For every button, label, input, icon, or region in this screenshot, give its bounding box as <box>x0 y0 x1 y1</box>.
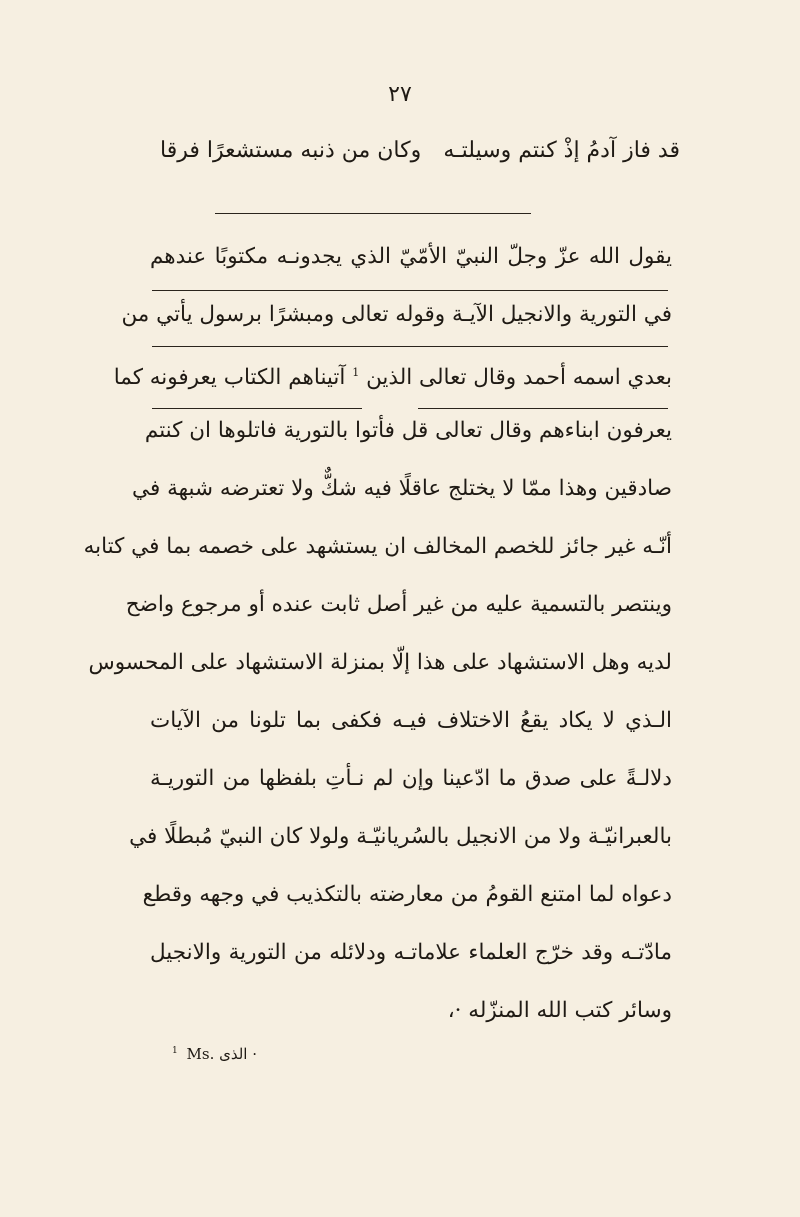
body-line: دعواه لما امتنع القومُ من معارضته بالتكذيب في وجهه وقطع <box>142 882 672 907</box>
body-line: يقول الله عزّ وجلّ النبيّ الأمّيّ الذي يجدونـه مكتوبًا عندهم <box>150 244 672 269</box>
body-line: الـذي لا يكاد يقعُ الاختلاف فيـه فكفى بما تلونا من الآيات <box>150 708 672 733</box>
body-line: دلالـةً على صدق ما ادّعينا وإن لم نـأتِ بلفظها من التوريـة <box>150 766 672 791</box>
body-line: يعرفون ابناءهم وقال تعالى قل فأتوا بالتورية فاتلوها ان كنتم <box>144 418 672 443</box>
section-rule <box>215 213 531 214</box>
footnote-abbrev: Ms. <box>186 1045 215 1063</box>
body-line: أنّـه غير جائز للخصم المخالف ان يستشهد على خصمه بما في كتابه <box>83 534 672 559</box>
footnote-reading: الذى · <box>219 1045 258 1063</box>
body-line-with-note <box>113 344 672 402</box>
verse-right-hemistich: قد فاز آدمُ إذْ كنتم وسيلتـه <box>443 138 680 163</box>
verse-left-hemistich: وكان من ذنبه مستشعرًا فرقا <box>160 138 422 163</box>
body-line-tail: آتيناهم الكتاب يعرفونه كما <box>113 365 346 391</box>
footnote-number: 1 <box>172 1046 178 1056</box>
verse-line <box>160 138 680 163</box>
page-number: ٢٧ <box>388 82 412 107</box>
body-line: وينتصر بالتسمية عليه من غير أصل ثابت عنده أو مرجوع واضح <box>125 592 672 617</box>
body-text <box>83 228 672 1040</box>
body-line-head: بعدي اسمه أحمد وقال تعالى الذين <box>366 365 672 391</box>
footnote-marker: 1 <box>352 366 360 379</box>
footnote <box>172 1045 257 1063</box>
body-line: مادّتـه وقد خرّج العلماء علاماتـه ودلائله من التورية والانجيل <box>150 940 672 965</box>
body-line: صادقين وهذا ممّا لا يختلج عاقلًا فيه شكٌّ ولا تعترضه شبهة في <box>132 476 672 501</box>
body-line: في التورية والانجيل الآيـة وقوله تعالى ومبشرًا برسول يأتي من <box>121 302 672 327</box>
body-line-last: وسائر كتب الله المنزّله ·، <box>447 998 672 1023</box>
body-line: لديه وهل الاستشهاد على هذا إلّا بمنزلة الاستشهاد على المحسوس <box>88 650 672 675</box>
body-line: بالعبرانيّـة ولا من الانجيل بالسُريانيّـة ولولا كان النبيّ مُبطلًا في <box>129 824 672 849</box>
